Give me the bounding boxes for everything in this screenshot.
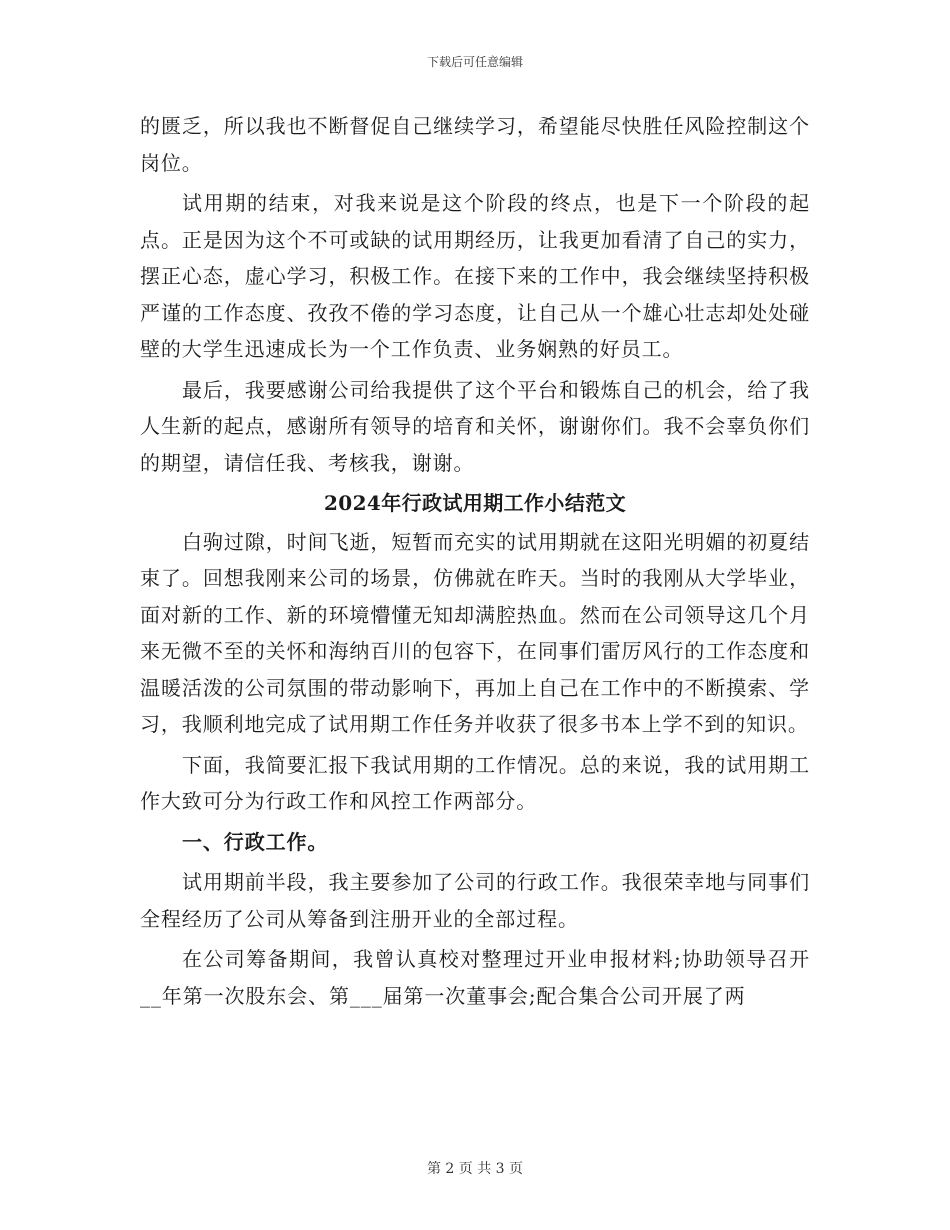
document-body (140, 108, 810, 1018)
document-title: 2024年行政试用期工作小结范文 (323, 491, 627, 515)
paragraph-thanks: 最后，我要感谢公司给我提供了这个平台和锻炼自己的机会，给了我人生新的起点，感谢所有领导的培育和关怀，谢谢你们。我不会辜负你们的期望，请信任我、考核我，谢谢。 (140, 377, 810, 475)
paragraph-probation-end: 试用期的结束，对我来说是这个阶段的终点，也是下一个阶段的起点。正是因为这个不可或缺的试用期经历，让我更加看清了自己的实力，摆正心态，虚心学习，积极工作。在接下来的工作中，我会继续坚持积极严谨的工作态度、孜孜不倦的学习态度，让自己从一个雄心壮志却处处碰壁的大学生迅速成长为一个工作负责、业务娴熟的好员工。 (140, 191, 810, 361)
paragraph-overview: 下面，我简要汇报下我试用期的工作情况。总的来说，我的试用期工作大致可分为行政工作和风控工作两部分。 (140, 752, 810, 813)
paragraph-continued: 的匮乏，所以我也不断督促自己继续学习，希望能尽快胜任风险控制这个岗位。 (140, 114, 810, 175)
paragraph-admin-work: 试用期前半段，我主要参加了公司的行政工作。我很荣幸地与同事们全程经历了公司从筹备到注册开业的全部过程。 (140, 870, 810, 931)
page-header-note: 下载后可任意编辑 (426, 55, 523, 69)
paragraph-intro: 白驹过隙，时间飞逝，短暂而充实的试用期就在这阳光明媚的初夏结束了。回想我刚来公司的场景，仿佛就在昨天。当时的我刚从大学毕业，面对新的工作、新的环境懵懂无知却满腔热血。然而在公司领导这几个月来无微不至的关怀和海纳百川的包容下，在同事们雷厉风行的工作态度和温暖活泼的公司氛围的带动影响下，再加上自己在工作中的不断摸索、学习，我顺利地完成了试用期工作任务并收获了很多书本上学不到的知识。 (140, 529, 810, 736)
paragraph-preparation: 在公司筹备期间，我曾认真校对整理过开业申报材料;协助领导召开__年第一次股东会、第___届第一次董事会;配合集合公司开展了两 (140, 947, 810, 1008)
page-number: 第 2 页 共 3 页 (426, 1161, 524, 1177)
section-heading-admin: 一、行政工作。 (182, 829, 329, 854)
